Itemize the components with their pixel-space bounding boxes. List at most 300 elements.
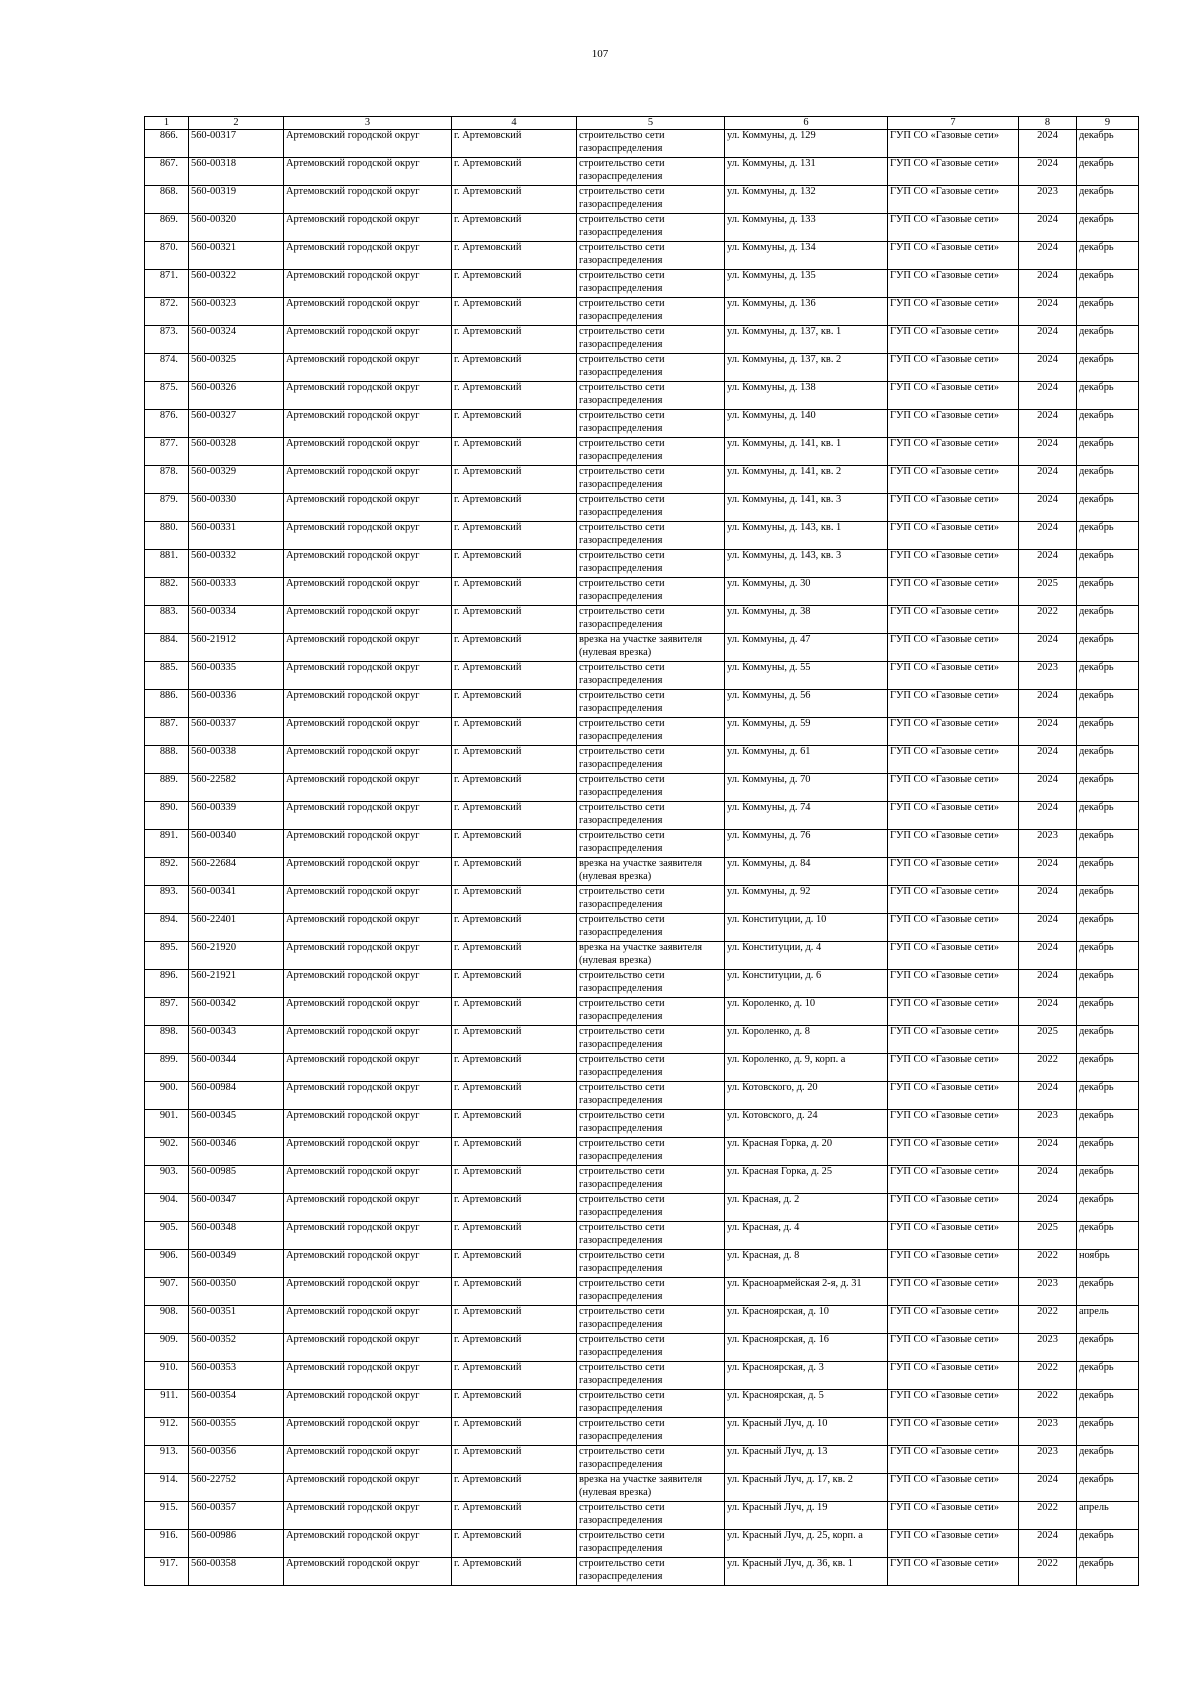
work-type-cell: врезка на участке заявителя (нулевая врезка) xyxy=(577,1474,725,1502)
year-cell: 2024 xyxy=(1019,942,1077,970)
table-row xyxy=(145,522,1139,550)
work-type-cell: строительство сети газораспределения xyxy=(577,1502,725,1530)
year-cell: 2024 xyxy=(1019,298,1077,326)
address-cell: ул. Коммуны, д. 61 xyxy=(725,746,888,774)
district-cell: Артемовский городской округ xyxy=(284,270,452,298)
year-cell: 2024 xyxy=(1019,214,1077,242)
work-type-cell: врезка на участке заявителя (нулевая врезка) xyxy=(577,942,725,970)
month-cell: декабрь xyxy=(1077,1194,1139,1222)
month-cell: декабрь xyxy=(1077,354,1139,382)
row-number-cell: 902. xyxy=(145,1138,189,1166)
column-header-8: 8 xyxy=(1019,117,1077,130)
column-header-6: 6 xyxy=(725,117,888,130)
address-cell: ул. Красноярская, д. 10 xyxy=(725,1306,888,1334)
district-cell: Артемовский городской округ xyxy=(284,1278,452,1306)
month-cell: декабрь xyxy=(1077,1362,1139,1390)
address-cell: ул. Коммуны, д. 143, кв. 3 xyxy=(725,550,888,578)
organization-cell: ГУП СО «Газовые сети» xyxy=(888,1446,1019,1474)
district-cell: Артемовский городской округ xyxy=(284,382,452,410)
year-cell: 2022 xyxy=(1019,1250,1077,1278)
work-type-cell: строительство сети газораспределения xyxy=(577,158,725,186)
district-cell: Артемовский городской округ xyxy=(284,1110,452,1138)
row-number-cell: 882. xyxy=(145,578,189,606)
object-code-cell: 560-00318 xyxy=(189,158,284,186)
row-number-cell: 901. xyxy=(145,1110,189,1138)
table-row xyxy=(145,1530,1139,1558)
work-type-cell: строительство сети газораспределения xyxy=(577,214,725,242)
object-code-cell: 560-00329 xyxy=(189,466,284,494)
work-type-cell: строительство сети газораспределения xyxy=(577,1530,725,1558)
district-cell: Артемовский городской округ xyxy=(284,998,452,1026)
address-cell: ул. Коммуны, д. 47 xyxy=(725,634,888,662)
table-row xyxy=(145,494,1139,522)
year-cell: 2024 xyxy=(1019,354,1077,382)
address-cell: ул. Красноярская, д. 5 xyxy=(725,1390,888,1418)
address-cell: ул. Коммуны, д. 137, кв. 1 xyxy=(725,326,888,354)
table-row xyxy=(145,1222,1139,1250)
district-cell: Артемовский городской округ xyxy=(284,494,452,522)
address-cell: ул. Коммуны, д. 38 xyxy=(725,606,888,634)
work-type-cell: строительство сети газораспределения xyxy=(577,1334,725,1362)
address-cell: ул. Красноярская, д. 3 xyxy=(725,1362,888,1390)
table-row xyxy=(145,1390,1139,1418)
year-cell: 2023 xyxy=(1019,1418,1077,1446)
table-row xyxy=(145,886,1139,914)
city-cell: г. Артемовский xyxy=(452,1334,577,1362)
district-cell: Артемовский городской округ xyxy=(284,1334,452,1362)
work-type-cell: строительство сети газораспределения xyxy=(577,1054,725,1082)
organization-cell: ГУП СО «Газовые сети» xyxy=(888,1082,1019,1110)
district-cell: Артемовский городской округ xyxy=(284,634,452,662)
address-cell: ул. Коммуны, д. 141, кв. 3 xyxy=(725,494,888,522)
year-cell: 2024 xyxy=(1019,130,1077,158)
address-cell: ул. Коммуны, д. 143, кв. 1 xyxy=(725,522,888,550)
object-code-cell: 560-00317 xyxy=(189,130,284,158)
row-number-cell: 899. xyxy=(145,1054,189,1082)
district-cell: Артемовский городской округ xyxy=(284,802,452,830)
district-cell: Артемовский городской округ xyxy=(284,1166,452,1194)
table-row xyxy=(145,1054,1139,1082)
work-type-cell: строительство сети газораспределения xyxy=(577,578,725,606)
row-number-cell: 909. xyxy=(145,1334,189,1362)
row-number-cell: 904. xyxy=(145,1194,189,1222)
row-number-cell: 872. xyxy=(145,298,189,326)
gas-network-table xyxy=(144,116,1139,1586)
city-cell: г. Артемовский xyxy=(452,1026,577,1054)
city-cell: г. Артемовский xyxy=(452,1446,577,1474)
year-cell: 2022 xyxy=(1019,1362,1077,1390)
organization-cell: ГУП СО «Газовые сети» xyxy=(888,1138,1019,1166)
organization-cell: ГУП СО «Газовые сети» xyxy=(888,1054,1019,1082)
month-cell: декабрь xyxy=(1077,522,1139,550)
year-cell: 2022 xyxy=(1019,1502,1077,1530)
object-code-cell: 560-00346 xyxy=(189,1138,284,1166)
organization-cell: ГУП СО «Газовые сети» xyxy=(888,998,1019,1026)
row-number-cell: 889. xyxy=(145,774,189,802)
table-row xyxy=(145,1334,1139,1362)
address-cell: ул. Котовского, д. 20 xyxy=(725,1082,888,1110)
table-row xyxy=(145,1166,1139,1194)
address-cell: ул. Конституции, д. 4 xyxy=(725,942,888,970)
object-code-cell: 560-21912 xyxy=(189,634,284,662)
object-code-cell: 560-00349 xyxy=(189,1250,284,1278)
district-cell: Артемовский городской округ xyxy=(284,1026,452,1054)
table-row xyxy=(145,438,1139,466)
work-type-cell: строительство сети газораспределения xyxy=(577,326,725,354)
object-code-cell: 560-00333 xyxy=(189,578,284,606)
table-row xyxy=(145,1474,1139,1502)
row-number-cell: 869. xyxy=(145,214,189,242)
organization-cell: ГУП СО «Газовые сети» xyxy=(888,606,1019,634)
month-cell: декабрь xyxy=(1077,1530,1139,1558)
row-number-cell: 878. xyxy=(145,466,189,494)
address-cell: ул. Коммуны, д. 70 xyxy=(725,774,888,802)
month-cell: декабрь xyxy=(1077,410,1139,438)
organization-cell: ГУП СО «Газовые сети» xyxy=(888,1530,1019,1558)
district-cell: Артемовский городской округ xyxy=(284,438,452,466)
city-cell: г. Артемовский xyxy=(452,774,577,802)
district-cell: Артемовский городской округ xyxy=(284,1530,452,1558)
district-cell: Артемовский городской округ xyxy=(284,746,452,774)
month-cell: декабрь xyxy=(1077,662,1139,690)
row-number-cell: 913. xyxy=(145,1446,189,1474)
row-number-cell: 873. xyxy=(145,326,189,354)
organization-cell: ГУП СО «Газовые сети» xyxy=(888,438,1019,466)
month-cell: декабрь xyxy=(1077,718,1139,746)
table-row xyxy=(145,1446,1139,1474)
table-row xyxy=(145,746,1139,774)
organization-cell: ГУП СО «Газовые сети» xyxy=(888,1390,1019,1418)
object-code-cell: 560-00328 xyxy=(189,438,284,466)
row-number-cell: 917. xyxy=(145,1558,189,1586)
table-row xyxy=(145,550,1139,578)
month-cell: декабрь xyxy=(1077,746,1139,774)
object-code-cell: 560-00986 xyxy=(189,1530,284,1558)
address-cell: ул. Красноармейская 2-я, д. 31 xyxy=(725,1278,888,1306)
month-cell: декабрь xyxy=(1077,1138,1139,1166)
object-code-cell: 560-00353 xyxy=(189,1362,284,1390)
organization-cell: ГУП СО «Газовые сети» xyxy=(888,578,1019,606)
column-header-2: 2 xyxy=(189,117,284,130)
year-cell: 2025 xyxy=(1019,1222,1077,1250)
city-cell: г. Артемовский xyxy=(452,886,577,914)
year-cell: 2024 xyxy=(1019,522,1077,550)
city-cell: г. Артемовский xyxy=(452,998,577,1026)
address-cell: ул. Короленко, д. 9, корп. а xyxy=(725,1054,888,1082)
year-cell: 2022 xyxy=(1019,1306,1077,1334)
month-cell: декабрь xyxy=(1077,1110,1139,1138)
organization-cell: ГУП СО «Газовые сети» xyxy=(888,690,1019,718)
object-code-cell: 560-00355 xyxy=(189,1418,284,1446)
city-cell: г. Артемовский xyxy=(452,242,577,270)
district-cell: Артемовский городской округ xyxy=(284,550,452,578)
district-cell: Артемовский городской округ xyxy=(284,886,452,914)
year-cell: 2024 xyxy=(1019,634,1077,662)
month-cell: декабрь xyxy=(1077,298,1139,326)
work-type-cell: строительство сети газораспределения xyxy=(577,914,725,942)
city-cell: г. Артемовский xyxy=(452,578,577,606)
column-header-4: 4 xyxy=(452,117,577,130)
year-cell: 2022 xyxy=(1019,1558,1077,1586)
month-cell: декабрь xyxy=(1077,550,1139,578)
month-cell: декабрь xyxy=(1077,802,1139,830)
address-cell: ул. Коммуны, д. 138 xyxy=(725,382,888,410)
city-cell: г. Артемовский xyxy=(452,270,577,298)
table-row xyxy=(145,858,1139,886)
district-cell: Артемовский городской округ xyxy=(284,354,452,382)
year-cell: 2024 xyxy=(1019,1474,1077,1502)
address-cell: ул. Красноярская, д. 16 xyxy=(725,1334,888,1362)
organization-cell: ГУП СО «Газовые сети» xyxy=(888,214,1019,242)
year-cell: 2024 xyxy=(1019,802,1077,830)
year-cell: 2024 xyxy=(1019,1194,1077,1222)
organization-cell: ГУП СО «Газовые сети» xyxy=(888,242,1019,270)
organization-cell: ГУП СО «Газовые сети» xyxy=(888,270,1019,298)
row-number-cell: 915. xyxy=(145,1502,189,1530)
work-type-cell: строительство сети газораспределения xyxy=(577,1110,725,1138)
city-cell: г. Артемовский xyxy=(452,1558,577,1586)
district-cell: Артемовский городской округ xyxy=(284,1194,452,1222)
year-cell: 2023 xyxy=(1019,1334,1077,1362)
month-cell: декабрь xyxy=(1077,1222,1139,1250)
work-type-cell: строительство сети газораспределения xyxy=(577,550,725,578)
month-cell: декабрь xyxy=(1077,998,1139,1026)
year-cell: 2024 xyxy=(1019,494,1077,522)
row-number-cell: 905. xyxy=(145,1222,189,1250)
district-cell: Артемовский городской округ xyxy=(284,242,452,270)
month-cell: декабрь xyxy=(1077,1446,1139,1474)
city-cell: г. Артемовский xyxy=(452,970,577,998)
row-number-cell: 881. xyxy=(145,550,189,578)
city-cell: г. Артемовский xyxy=(452,1138,577,1166)
organization-cell: ГУП СО «Газовые сети» xyxy=(888,746,1019,774)
row-number-cell: 892. xyxy=(145,858,189,886)
object-code-cell: 560-00320 xyxy=(189,214,284,242)
work-type-cell: строительство сети газораспределения xyxy=(577,1558,725,1586)
organization-cell: ГУП СО «Газовые сети» xyxy=(888,130,1019,158)
address-cell: ул. Коммуны, д. 140 xyxy=(725,410,888,438)
month-cell: декабрь xyxy=(1077,438,1139,466)
table-body xyxy=(145,130,1139,1586)
district-cell: Артемовский городской округ xyxy=(284,774,452,802)
month-cell: декабрь xyxy=(1077,1082,1139,1110)
city-cell: г. Артемовский xyxy=(452,186,577,214)
organization-cell: ГУП СО «Газовые сети» xyxy=(888,1362,1019,1390)
city-cell: г. Артемовский xyxy=(452,354,577,382)
organization-cell: ГУП СО «Газовые сети» xyxy=(888,1026,1019,1054)
organization-cell: ГУП СО «Газовые сети» xyxy=(888,886,1019,914)
address-cell: ул. Красный Луч, д. 10 xyxy=(725,1418,888,1446)
object-code-cell: 560-22752 xyxy=(189,1474,284,1502)
city-cell: г. Артемовский xyxy=(452,522,577,550)
table-row xyxy=(145,970,1139,998)
organization-cell: ГУП СО «Газовые сети» xyxy=(888,410,1019,438)
table-row xyxy=(145,214,1139,242)
city-cell: г. Артемовский xyxy=(452,326,577,354)
page-number: 107 xyxy=(591,48,609,60)
work-type-cell: строительство сети газораспределения xyxy=(577,186,725,214)
object-code-cell: 560-00332 xyxy=(189,550,284,578)
object-code-cell: 560-00321 xyxy=(189,242,284,270)
district-cell: Артемовский городской округ xyxy=(284,1474,452,1502)
organization-cell: ГУП СО «Газовые сети» xyxy=(888,970,1019,998)
table-row xyxy=(145,802,1139,830)
year-cell: 2024 xyxy=(1019,1138,1077,1166)
row-number-cell: 897. xyxy=(145,998,189,1026)
object-code-cell: 560-00985 xyxy=(189,1166,284,1194)
work-type-cell: строительство сети газораспределения xyxy=(577,242,725,270)
year-cell: 2023 xyxy=(1019,186,1077,214)
district-cell: Артемовский городской округ xyxy=(284,914,452,942)
work-type-cell: строительство сети газораспределения xyxy=(577,494,725,522)
work-type-cell: строительство сети газораспределения xyxy=(577,130,725,158)
organization-cell: ГУП СО «Газовые сети» xyxy=(888,298,1019,326)
district-cell: Артемовский городской округ xyxy=(284,942,452,970)
table-row xyxy=(145,1502,1139,1530)
table-row xyxy=(145,1278,1139,1306)
district-cell: Артемовский городской округ xyxy=(284,1306,452,1334)
city-cell: г. Артемовский xyxy=(452,1222,577,1250)
object-code-cell: 560-00354 xyxy=(189,1390,284,1418)
table-row xyxy=(145,830,1139,858)
table-row xyxy=(145,158,1139,186)
district-cell: Артемовский городской округ xyxy=(284,298,452,326)
month-cell: декабрь xyxy=(1077,214,1139,242)
year-cell: 2022 xyxy=(1019,606,1077,634)
table-row xyxy=(145,690,1139,718)
work-type-cell: строительство сети газораспределения xyxy=(577,1194,725,1222)
work-type-cell: строительство сети газораспределения xyxy=(577,410,725,438)
work-type-cell: строительство сети газораспределения xyxy=(577,1026,725,1054)
header-row xyxy=(145,117,1139,130)
month-cell: декабрь xyxy=(1077,382,1139,410)
table-row xyxy=(145,662,1139,690)
address-cell: ул. Красный Луч, д. 19 xyxy=(725,1502,888,1530)
work-type-cell: строительство сети газораспределения xyxy=(577,1418,725,1446)
row-number-cell: 870. xyxy=(145,242,189,270)
month-cell: декабрь xyxy=(1077,1334,1139,1362)
row-number-cell: 877. xyxy=(145,438,189,466)
year-cell: 2024 xyxy=(1019,550,1077,578)
column-header-5: 5 xyxy=(577,117,725,130)
year-cell: 2025 xyxy=(1019,1026,1077,1054)
address-cell: ул. Конституции, д. 6 xyxy=(725,970,888,998)
year-cell: 2024 xyxy=(1019,914,1077,942)
organization-cell: ГУП СО «Газовые сети» xyxy=(888,858,1019,886)
month-cell: декабрь xyxy=(1077,606,1139,634)
organization-cell: ГУП СО «Газовые сети» xyxy=(888,1222,1019,1250)
month-cell: декабрь xyxy=(1077,886,1139,914)
table-row xyxy=(145,914,1139,942)
object-code-cell: 560-00327 xyxy=(189,410,284,438)
district-cell: Артемовский городской округ xyxy=(284,522,452,550)
row-number-cell: 874. xyxy=(145,354,189,382)
city-cell: г. Артемовский xyxy=(452,1110,577,1138)
table-row xyxy=(145,1138,1139,1166)
row-number-cell: 887. xyxy=(145,718,189,746)
row-number-cell: 898. xyxy=(145,1026,189,1054)
object-code-cell: 560-00351 xyxy=(189,1306,284,1334)
table-row xyxy=(145,1082,1139,1110)
row-number-cell: 885. xyxy=(145,662,189,690)
address-cell: ул. Коммуны, д. 131 xyxy=(725,158,888,186)
year-cell: 2024 xyxy=(1019,410,1077,438)
district-cell: Артемовский городской округ xyxy=(284,606,452,634)
month-cell: декабрь xyxy=(1077,1474,1139,1502)
district-cell: Артемовский городской округ xyxy=(284,578,452,606)
organization-cell: ГУП СО «Газовые сети» xyxy=(888,522,1019,550)
work-type-cell: строительство сети газораспределения xyxy=(577,1082,725,1110)
row-number-cell: 903. xyxy=(145,1166,189,1194)
organization-cell: ГУП СО «Газовые сети» xyxy=(888,382,1019,410)
object-code-cell: 560-00342 xyxy=(189,998,284,1026)
work-type-cell: строительство сети газораспределения xyxy=(577,298,725,326)
month-cell: декабрь xyxy=(1077,774,1139,802)
row-number-cell: 871. xyxy=(145,270,189,298)
district-cell: Артемовский городской округ xyxy=(284,1222,452,1250)
object-code-cell: 560-00326 xyxy=(189,382,284,410)
month-cell: декабрь xyxy=(1077,242,1139,270)
address-cell: ул. Красная Горка, д. 20 xyxy=(725,1138,888,1166)
address-cell: ул. Коммуны, д. 76 xyxy=(725,830,888,858)
month-cell: декабрь xyxy=(1077,494,1139,522)
address-cell: ул. Коммуны, д. 56 xyxy=(725,690,888,718)
city-cell: г. Артемовский xyxy=(452,662,577,690)
object-code-cell: 560-21921 xyxy=(189,970,284,998)
row-number-cell: 886. xyxy=(145,690,189,718)
object-code-cell: 560-00350 xyxy=(189,1278,284,1306)
address-cell: ул. Конституции, д. 10 xyxy=(725,914,888,942)
object-code-cell: 560-00347 xyxy=(189,1194,284,1222)
organization-cell: ГУП СО «Газовые сети» xyxy=(888,466,1019,494)
work-type-cell: строительство сети газораспределения xyxy=(577,998,725,1026)
address-cell: ул. Красный Луч, д. 17, кв. 2 xyxy=(725,1474,888,1502)
district-cell: Артемовский городской округ xyxy=(284,1390,452,1418)
column-header-7: 7 xyxy=(888,117,1019,130)
month-cell: декабрь xyxy=(1077,1026,1139,1054)
address-cell: ул. Коммуны, д. 141, кв. 1 xyxy=(725,438,888,466)
year-cell: 2024 xyxy=(1019,718,1077,746)
organization-cell: ГУП СО «Газовые сети» xyxy=(888,354,1019,382)
district-cell: Артемовский городской округ xyxy=(284,466,452,494)
table-row xyxy=(145,1026,1139,1054)
month-cell: декабрь xyxy=(1077,942,1139,970)
row-number-cell: 896. xyxy=(145,970,189,998)
district-cell: Артемовский городской округ xyxy=(284,1362,452,1390)
city-cell: г. Артемовский xyxy=(452,634,577,662)
column-header-1: 1 xyxy=(145,117,189,130)
column-header-9: 9 xyxy=(1077,117,1139,130)
table-row xyxy=(145,718,1139,746)
row-number-cell: 879. xyxy=(145,494,189,522)
table-row xyxy=(145,1418,1139,1446)
table-row xyxy=(145,634,1139,662)
object-code-cell: 560-00984 xyxy=(189,1082,284,1110)
city-cell: г. Артемовский xyxy=(452,1418,577,1446)
city-cell: г. Артемовский xyxy=(452,914,577,942)
organization-cell: ГУП СО «Газовые сети» xyxy=(888,830,1019,858)
table-row xyxy=(145,1306,1139,1334)
row-number-cell: 912. xyxy=(145,1418,189,1446)
city-cell: г. Артемовский xyxy=(452,1166,577,1194)
district-cell: Артемовский городской округ xyxy=(284,326,452,354)
object-code-cell: 560-22401 xyxy=(189,914,284,942)
year-cell: 2024 xyxy=(1019,438,1077,466)
district-cell: Артемовский городской округ xyxy=(284,1418,452,1446)
month-cell: декабрь xyxy=(1077,858,1139,886)
row-number-cell: 916. xyxy=(145,1530,189,1558)
organization-cell: ГУП СО «Газовые сети» xyxy=(888,802,1019,830)
